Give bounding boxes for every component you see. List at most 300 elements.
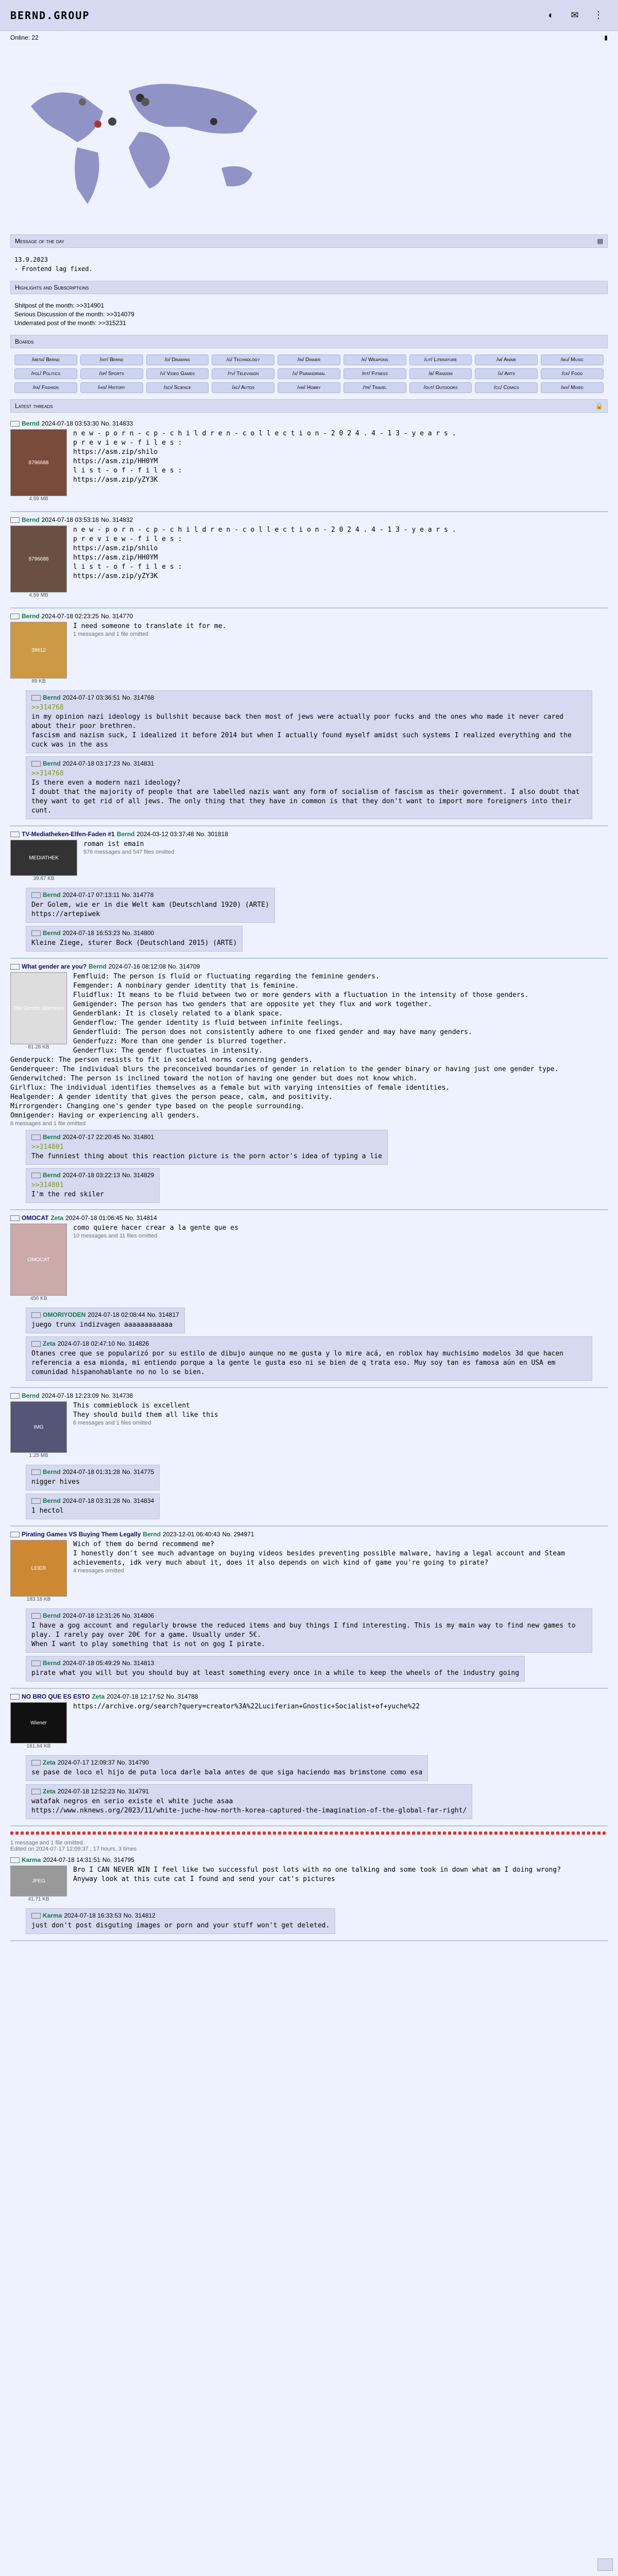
- post-header: [10, 1214, 608, 1222]
- post-body: [31, 1143, 382, 1161]
- post-body: [31, 1320, 179, 1330]
- reply-post: [26, 1494, 160, 1519]
- post-body: [31, 1669, 519, 1678]
- top-bar: [0, 0, 618, 31]
- post-header: [10, 1392, 608, 1399]
- post-line: https://archive.org/search?query=creator%3A%22Luciferian+Gnostic+Socialist+of+yuche%22: [73, 1703, 420, 1710]
- user-marker: [141, 98, 149, 106]
- reply-post: [26, 756, 592, 819]
- scroll-top-button[interactable]: [597, 2558, 613, 2571]
- post-thumbnail[interactable]: [10, 840, 77, 882]
- post-body: [10, 526, 608, 581]
- post-body: [31, 703, 587, 750]
- post-header: [31, 1340, 587, 1347]
- post-body: [10, 1866, 608, 1884]
- post-subject: What gender are you?: [22, 963, 87, 970]
- post-body: [31, 1621, 587, 1649]
- post-number[interactable]: No. 314768: [122, 694, 154, 701]
- board-link[interactable]: /sp/ Sports: [80, 368, 143, 379]
- post-header: [31, 760, 587, 767]
- post-line: Girlflux: The individual identifies themselves as a female but with varying intensities of female identities.: [10, 1084, 450, 1092]
- post-number[interactable]: No. 314790: [117, 1759, 149, 1766]
- board-link[interactable]: /sci/ Science: [146, 382, 209, 393]
- board-link[interactable]: /ac/ Autos: [212, 382, 274, 393]
- board-link[interactable]: /his/ History: [80, 382, 143, 393]
- post-line: l i s t - o f - f i l e s :: [73, 563, 182, 571]
- reply-post: [26, 1465, 160, 1490]
- thread: [10, 1388, 608, 1527]
- reply-post: [26, 1336, 592, 1381]
- post-date: 2024-07-18 02:47:10: [57, 1340, 115, 1347]
- poster-name: Bernd: [89, 963, 107, 970]
- poster-name: Zeta: [43, 1759, 56, 1766]
- post-header: [10, 420, 608, 427]
- board-link[interactable]: /k/ Weapons: [344, 354, 406, 365]
- separator-bar: [10, 1832, 608, 1835]
- post-line: Wich of them do bernd recommend me?: [73, 1540, 214, 1548]
- user-marker: [94, 121, 101, 128]
- post-line: Mirrorgender: Changing one's gender type based on the people surrounding.: [10, 1103, 305, 1110]
- theme-toggle-icon[interactable]: ◐: [548, 10, 554, 20]
- post-line: I'm the red skiler: [31, 1191, 104, 1198]
- board-list: [10, 351, 608, 396]
- board-link[interactable]: /tr/ Travel: [344, 382, 406, 393]
- post-date: 2024-07-18 12:17:52: [107, 1693, 164, 1700]
- post-header: [10, 516, 608, 523]
- post-body: [31, 1478, 154, 1487]
- thumbnail-image[interactable]: 8796688: [10, 526, 67, 592]
- post-date: 2024-07-18 12:23:09: [41, 1392, 99, 1399]
- flag-icon: [31, 1760, 41, 1766]
- post-line: https://asm.zip/HH0YM: [73, 457, 158, 465]
- poster-name: Bernd: [43, 891, 61, 899]
- poster-name: Zeta: [92, 1693, 105, 1700]
- post-date: 2024-07-16 08:12:08: [108, 963, 166, 970]
- post-line: n e w - p o r n - c p - c h i l d r e n - c o l l e c t i o n - 2 0 2 4 . 4 - 1 3 - y e a r s .: [73, 526, 456, 534]
- post-line[interactable]: >>314768: [31, 704, 64, 711]
- reply-post: [26, 1908, 335, 1934]
- post-line: Der Golem, wie er in die Welt kam (Deutschland 1920) (ARTE): [31, 901, 269, 909]
- flag-icon: [10, 517, 20, 523]
- highlight-line[interactable]: Shitpost of the month: >>314901: [14, 302, 105, 309]
- poster-name: Bernd: [43, 1172, 61, 1179]
- post-number[interactable]: No. 314795: [102, 1856, 134, 1863]
- poster-name: Karma: [43, 1912, 62, 1919]
- post-line: roman ist emain: [83, 840, 144, 848]
- thumbnail-caption: 456 KB: [30, 1296, 47, 1301]
- poster-name: Zeta: [43, 1340, 56, 1347]
- post-date: 2024-07-18 03:22:13: [62, 1172, 121, 1179]
- board-link[interactable]: /m/ Anime: [475, 354, 538, 365]
- post-line: https://asm.zip/shilo: [73, 448, 158, 456]
- board-link[interactable]: /out/ Outdoors: [409, 382, 472, 393]
- thumbnail-image[interactable]: JPEG: [10, 1866, 67, 1896]
- world-map: [0, 44, 288, 230]
- flag-icon: [31, 1341, 41, 1347]
- post-line: https://asm.zip/shilo: [73, 545, 158, 552]
- post-line: nigger hives: [31, 1478, 80, 1486]
- collapse-icon[interactable]: ▮: [604, 34, 608, 41]
- post-body: [10, 429, 608, 485]
- post-line: l i s t - o f - f i l e s :: [73, 467, 182, 474]
- post-line: I need someone to translate it for me.: [73, 622, 227, 630]
- post-date: 2024-07-18 05:49:29: [62, 1659, 121, 1667]
- post-line: Femgender: A nonbinary gender identity that is feminine.: [73, 982, 299, 990]
- board-link[interactable]: /b/ Random: [409, 368, 472, 379]
- board-link[interactable]: /tv/ Television: [212, 368, 274, 379]
- post-line: https://asm.zip/HH0YM: [73, 554, 158, 562]
- thumbnail-image[interactable]: 38612: [10, 622, 67, 679]
- reply-post: [26, 1130, 388, 1165]
- post-number[interactable]: No. 314801: [122, 1133, 154, 1141]
- post-line: Genderblank: It is closely related to a blank space.: [73, 1010, 283, 1018]
- flag-icon: [10, 1694, 20, 1700]
- flag-icon: [31, 1469, 41, 1475]
- flag-icon: [10, 1393, 20, 1399]
- post-number[interactable]: No. 314770: [101, 613, 133, 620]
- post-date: 2023-12-01 06:40:43: [163, 1531, 220, 1538]
- post-number[interactable]: No. 314812: [123, 1912, 156, 1919]
- flag-icon: [31, 1660, 41, 1666]
- post-line: n e w - p o r n - c p - c h i l d r e n - c o l l e c t i o n - 2 0 2 4 . 4 - 1 3 - y e a r s .: [73, 430, 456, 437]
- post-number[interactable]: No. 314791: [117, 1788, 149, 1795]
- post-line: The funniest thing about this reaction picture is the porn actor's idea of typing a lie: [31, 1153, 382, 1160]
- board-link[interactable]: /mu/ Music: [541, 354, 604, 365]
- flag-icon: [10, 614, 20, 619]
- board-link[interactable]: /g/ Technology: [212, 354, 274, 365]
- post-line: Kleine Ziege, sturer Bock (Deutschland 2015) (ARTE): [31, 939, 237, 947]
- omitted-notice: 976 messages and 547 files omitted: [83, 849, 175, 855]
- post-thumbnail[interactable]: [10, 429, 67, 502]
- board-link[interactable]: /fit/ Fitness: [344, 368, 406, 379]
- post-date: 2024-07-18 12:31:26: [62, 1612, 121, 1619]
- post-date: 2024-07-17 07:13:11: [62, 891, 120, 899]
- omitted-notice: 6 messages and 1 file omitted: [10, 1121, 86, 1127]
- post-line: Genderpuck: The person resists to fit in societal norms concerning genders.: [10, 1056, 313, 1064]
- post-number[interactable]: No. 314709: [168, 963, 200, 970]
- board-link[interactable]: /x/ Paranormal: [278, 368, 340, 379]
- section-title: Latest threads: [15, 402, 53, 410]
- poster-name: Bernd: [143, 1531, 161, 1538]
- post-thumbnail[interactable]: [10, 526, 67, 598]
- post-thumbnail[interactable]: [10, 1702, 67, 1749]
- reply-post: [26, 1784, 472, 1819]
- post-line: Otanes cree que se popularizó por su estilo de dibujo aunque no me gusta y lo mire acá, en roblox hay muchisimo modelos 3d que hacen referencia a esa mionda, mi entiendo porque a la gente le gusta eso ni se bien de q trata eso. Muy soy tan es famosa aún en USA em comunidad hispanohablante no no lo se bien.: [31, 1350, 564, 1376]
- user-marker: [79, 98, 86, 106]
- post-body: [10, 1224, 608, 1233]
- post-line: https://artepiwek: [31, 910, 100, 918]
- site-logo[interactable]: BERND.GROUP: [10, 9, 90, 22]
- post-thumbnail[interactable]: [10, 972, 67, 1050]
- post-number[interactable]: No. 314831: [122, 760, 154, 767]
- post-subject: TV-Mediatheken-Elfen-Faden #1: [22, 831, 115, 838]
- post-number[interactable]: No. 314833: [101, 420, 133, 427]
- reply-post: [26, 1308, 185, 1333]
- thumbnail-caption: 4.59 MB: [29, 592, 48, 598]
- post-number[interactable]: No. 314832: [101, 516, 133, 523]
- post-body: [31, 1768, 422, 1777]
- flag-icon: [31, 892, 41, 898]
- reply-post: [26, 1608, 592, 1653]
- section-motd: [10, 234, 608, 248]
- post-line: Genderfluid: The person does not consistently adhere to one fixed gender and may have many genders.: [73, 1028, 472, 1036]
- thumbnail-caption: 89 KB: [31, 679, 46, 684]
- post-line: https://asm.zip/yZY3K: [73, 476, 158, 484]
- post-date: 2024-07-18 03:17:23: [62, 760, 121, 767]
- flag-icon: [10, 1857, 20, 1863]
- post-body: [10, 972, 608, 1121]
- post-header: [31, 1612, 587, 1619]
- post-line: Femfluid: The person is fluid or fluctuating regarding the feminine genders.: [73, 973, 380, 980]
- post-line: p r e v i e w - f i l e s :: [73, 439, 182, 447]
- poster-name: OMORIYODEN: [43, 1311, 86, 1318]
- post-line: Anyway look at this cute cat I found and send your cat's pictures: [73, 1875, 335, 1883]
- flag-icon: [31, 1498, 41, 1504]
- board-link[interactable]: /pol/ Politics: [14, 368, 77, 379]
- flag-icon: [10, 832, 20, 837]
- post-number[interactable]: No. 314775: [122, 1468, 154, 1476]
- post-subject: Pirating Games VS Buying Them Legally: [22, 1531, 141, 1538]
- thumbnail-image[interactable]: MEDIATHEK: [10, 840, 77, 876]
- post-date: 2024-07-17 12:09:37: [57, 1759, 115, 1766]
- post-number[interactable]: No. 314813: [122, 1659, 154, 1667]
- post-header: [31, 1172, 154, 1179]
- motd-text: - Frontend lag fixed.: [14, 265, 93, 273]
- post-line: Gemigender: The person has two genders that are opposite yet they flux and work together.: [73, 1001, 432, 1008]
- post-body: [31, 1181, 154, 1199]
- post-header: [31, 1468, 154, 1476]
- poster-name: Bernd: [22, 516, 40, 523]
- post-subject: OMOCAT: [22, 1214, 49, 1222]
- lock-icon[interactable]: 🔒: [595, 402, 603, 410]
- thumbnail-caption: 161.64 KB: [26, 1743, 51, 1749]
- poster-name: Zeta: [50, 1214, 64, 1222]
- thread: [10, 416, 608, 512]
- thread: [10, 608, 608, 826]
- post-body: [10, 1702, 608, 1711]
- highlight-line[interactable]: Underrated post of the month: >>315231: [14, 319, 126, 327]
- post-line[interactable]: >>314768: [31, 770, 64, 777]
- thumbnail-caption: 1.25 MB: [29, 1453, 48, 1459]
- post-date: 2024-07-18 16:33:53: [64, 1912, 122, 1919]
- thumbnail-caption: 41.71 KB: [28, 1896, 49, 1902]
- post-line: Fluidflux: It means to be fluid between two or more genders with a fluctuation in the intensity of those genders.: [73, 991, 529, 999]
- board-link[interactable]: /meta/ Bernd: [14, 354, 77, 365]
- post-date: 2024-07-18 12:52:23: [57, 1788, 115, 1795]
- post-thumbnail[interactable]: [10, 1866, 67, 1902]
- post-body: [10, 840, 608, 849]
- post-date: 2024-07-18 02:23:25: [41, 613, 99, 620]
- post-header: [10, 1531, 608, 1538]
- reply-post: [26, 1755, 428, 1781]
- post-body: [31, 1921, 330, 1930]
- post-thumbnail[interactable]: [10, 1224, 67, 1301]
- post-body: [10, 1540, 608, 1568]
- post-body: [10, 622, 608, 631]
- board-link[interactable]: /a/ Arts: [475, 368, 538, 379]
- post-date: 2024-07-18 03:31:28: [62, 1497, 121, 1504]
- post-line: Bro I CAN NEVER WIN I feel like two successful post lots with no one talking and some took in down what am I doing wrong?: [73, 1866, 561, 1874]
- post-header: [31, 1759, 422, 1766]
- thumbnail-caption: 4.59 MB: [29, 496, 48, 502]
- thread: [10, 1527, 608, 1689]
- omitted-notice: 10 messages and 11 files omitted: [73, 1233, 158, 1239]
- post-line: Genderflow: The gender identity is fluid between infinite feelings.: [73, 1019, 344, 1027]
- post-body: [31, 901, 269, 919]
- collapse-icon[interactable]: ▤: [597, 238, 603, 245]
- post-line: Genderwitched: The person is inclined toward the notion of having one gender but does not know which.: [10, 1075, 418, 1082]
- omitted-notice: 1 messages and 1 file omitted: [73, 631, 149, 637]
- section-title: Boards: [15, 338, 34, 345]
- post-body: [31, 769, 587, 816]
- thumbnail-caption: 81.28 KB: [28, 1044, 49, 1050]
- omitted-notice: 1 message and 1 file omitted.: [10, 1840, 84, 1846]
- omitted-notice: 4 messages omitted: [73, 1568, 124, 1574]
- post-line: 1 hectol: [31, 1507, 64, 1515]
- thumbnail-image[interactable]: 8796688: [10, 429, 67, 496]
- post-line: como quiere hacer crear a la gente que es: [73, 1224, 238, 1232]
- post-line: in my opinion nazi ideology is bullshit because back then most of jews were actually poor fucks and the ones who made it never cared about their poor brethren.: [31, 713, 564, 730]
- post-date: 2024-07-18 03:53:30: [41, 420, 99, 427]
- omitted-notice: 6 messages and 1 files omitted: [73, 1420, 151, 1426]
- post-line: Is there even a modern nazi ideology?: [31, 779, 181, 787]
- reply-post: [26, 1656, 525, 1682]
- poster-name: Bernd: [22, 1392, 40, 1399]
- post-line: I have a gog account and regularly browse the reduced items and buy things I find interesting. This is my main way to find new games to play. I rarely pay over 20€ for a game. Usually under 5€.: [31, 1622, 576, 1639]
- poster-name: Bernd: [43, 1497, 61, 1504]
- post-number[interactable]: No. 314800: [122, 929, 154, 937]
- post-header: [31, 1311, 179, 1318]
- flag-icon: [10, 1215, 20, 1221]
- board-link[interactable]: /ck/ Food: [541, 368, 604, 379]
- post-number[interactable]: No. 314806: [122, 1612, 154, 1619]
- thumbnail-image[interactable]: LEIER: [10, 1540, 67, 1597]
- post-line[interactable]: >>314801: [31, 1181, 64, 1189]
- poster-name: Bernd: [43, 1612, 61, 1619]
- post-line: When I want to play something that is not on gog I pirate.: [31, 1640, 265, 1648]
- reply-post: [26, 1168, 160, 1203]
- edit-notice: Edited on 2024-07-17 12:09:37 , 17 hours, 3 times: [10, 1846, 137, 1852]
- flag-icon: [10, 1532, 20, 1537]
- flag-icon: [31, 1312, 41, 1318]
- flag-icon: [31, 695, 41, 701]
- poster-name: Bernd: [43, 1468, 61, 1476]
- poster-name: Bernd: [22, 613, 40, 620]
- post-number[interactable]: No. 314788: [166, 1693, 198, 1700]
- post-thumbnail[interactable]: [10, 1540, 67, 1602]
- flag-icon: [10, 421, 20, 427]
- post-header: [10, 1693, 608, 1700]
- user-marker: [108, 117, 116, 126]
- post-line: I honestly don't see much advantage on buying videos besides preventing possible malware, having a legal account and Steam achievements, idk very much about it, does it also depends on wich kind of game you're going to pirate?: [73, 1550, 565, 1567]
- thumbnail-image[interactable]: Wiener: [10, 1702, 67, 1743]
- highlights-box: [10, 297, 608, 332]
- section-latest: [10, 399, 608, 413]
- post-number[interactable]: No. 314834: [122, 1497, 154, 1504]
- flag-icon: [31, 761, 41, 767]
- post-line: Genderflux: The gender fluctuates in intensity.: [73, 1047, 263, 1055]
- post-line: p r e v i e w - f i l e s :: [73, 535, 182, 543]
- thread: [10, 826, 608, 959]
- section-title: Highlights and Subscriptions: [15, 284, 89, 291]
- post-subject: NO BRO QUE ES ESTO: [22, 1693, 90, 1700]
- post-number[interactable]: No. 314829: [122, 1172, 154, 1179]
- thread: [10, 1852, 608, 1941]
- post-line: se pase de loco el hijo de puta loca darle bala antes de que siga haciendo mas brimstone como esa: [31, 1769, 423, 1776]
- board-link[interactable]: /d/ Drawing: [146, 354, 209, 365]
- post-thumbnail[interactable]: [10, 622, 67, 684]
- post-line: Omnigender: Having or experiencing all genders.: [10, 1112, 200, 1120]
- post-date: 2024-07-18 14:31:51: [43, 1856, 100, 1863]
- post-header: [10, 1856, 608, 1863]
- post-number[interactable]: No. 314826: [117, 1340, 149, 1347]
- menu-icon[interactable]: ⋮: [594, 10, 603, 20]
- board-link[interactable]: /cc/ Comics: [475, 382, 538, 393]
- post-header: [10, 613, 608, 620]
- reply-post: [26, 926, 243, 952]
- thumbnail-caption: 39.67 KB: [33, 876, 55, 882]
- post-line: juego trunx indizvagen aaaaaaaaaaaa: [31, 1321, 173, 1329]
- post-number[interactable]: No. 314738: [101, 1392, 133, 1399]
- post-line: Genderqueer: The individual blurs the preconceived boundaries of gender in relation to the gender binary or having just one gender type.: [10, 1065, 559, 1073]
- post-header: [31, 929, 237, 937]
- post-line: watafak negros en serio existe el white juche asaa: [31, 1798, 233, 1805]
- flag-icon: [31, 1173, 41, 1178]
- thumbnail-image[interactable]: IMG: [10, 1401, 67, 1453]
- post-number[interactable]: No. 314817: [147, 1311, 179, 1318]
- post-number[interactable]: No. 301818: [196, 831, 228, 838]
- post-header: [31, 1912, 330, 1919]
- post-number[interactable]: No. 314778: [122, 891, 154, 899]
- post-date: 2024-07-18 01:31:28: [62, 1468, 121, 1476]
- post-line: just don't post disguting images or porn and your stuff won't get deleted.: [31, 1922, 330, 1929]
- board-link[interactable]: /v/ Video Games: [146, 368, 209, 379]
- flag-icon: [31, 1913, 41, 1919]
- thumbnail-image[interactable]: The Gender Spectrum: [10, 972, 67, 1044]
- post-date: 2024-07-18 01:06:45: [65, 1214, 123, 1222]
- thumbnail-image[interactable]: OMOCAT: [10, 1224, 67, 1296]
- board-link[interactable]: /mx/ Mixed: [541, 382, 604, 393]
- motd-box: [10, 251, 608, 278]
- post-header: [31, 1659, 519, 1667]
- post-header: [10, 831, 608, 838]
- online-counter: Online: 22: [10, 34, 39, 41]
- poster-name: Bernd: [43, 760, 61, 767]
- board-link[interactable]: /hr/ Hobby: [278, 382, 340, 393]
- post-header: [31, 891, 269, 899]
- post-header: [10, 963, 608, 970]
- flag-icon: [31, 930, 41, 936]
- post-number[interactable]: No. 294971: [222, 1531, 254, 1538]
- post-date: 2024-07-18 02:08:44: [88, 1311, 145, 1318]
- section-title: Message of the day: [15, 238, 64, 245]
- post-line: I doubt that the majority of people that are labelled nazis want any form of socialism of fascism as their government. I also doubt that they want to get rid of all jews. The only thing that they have in common is that they don't want to import more foreigners into their cunt.: [31, 788, 580, 815]
- board-link[interactable]: /lit/ Literature: [409, 354, 472, 365]
- board-link[interactable]: /in/ Dinner: [278, 354, 340, 365]
- post-body: [31, 1349, 587, 1377]
- post-body: [31, 939, 237, 948]
- poster-name: Bernd: [116, 831, 135, 838]
- reply-post: [26, 888, 275, 923]
- board-link[interactable]: /int/ Bernd: [80, 354, 143, 365]
- chat-icon[interactable]: ✉: [571, 10, 579, 20]
- post-number[interactable]: No. 314814: [125, 1214, 157, 1222]
- board-link[interactable]: /fa/ Fashion: [14, 382, 77, 393]
- post-line[interactable]: >>314801: [31, 1143, 64, 1151]
- thread: [10, 512, 608, 608]
- highlight-line[interactable]: Serious Discussion of the month: >>314079: [14, 311, 134, 318]
- post-thumbnail[interactable]: [10, 1401, 67, 1459]
